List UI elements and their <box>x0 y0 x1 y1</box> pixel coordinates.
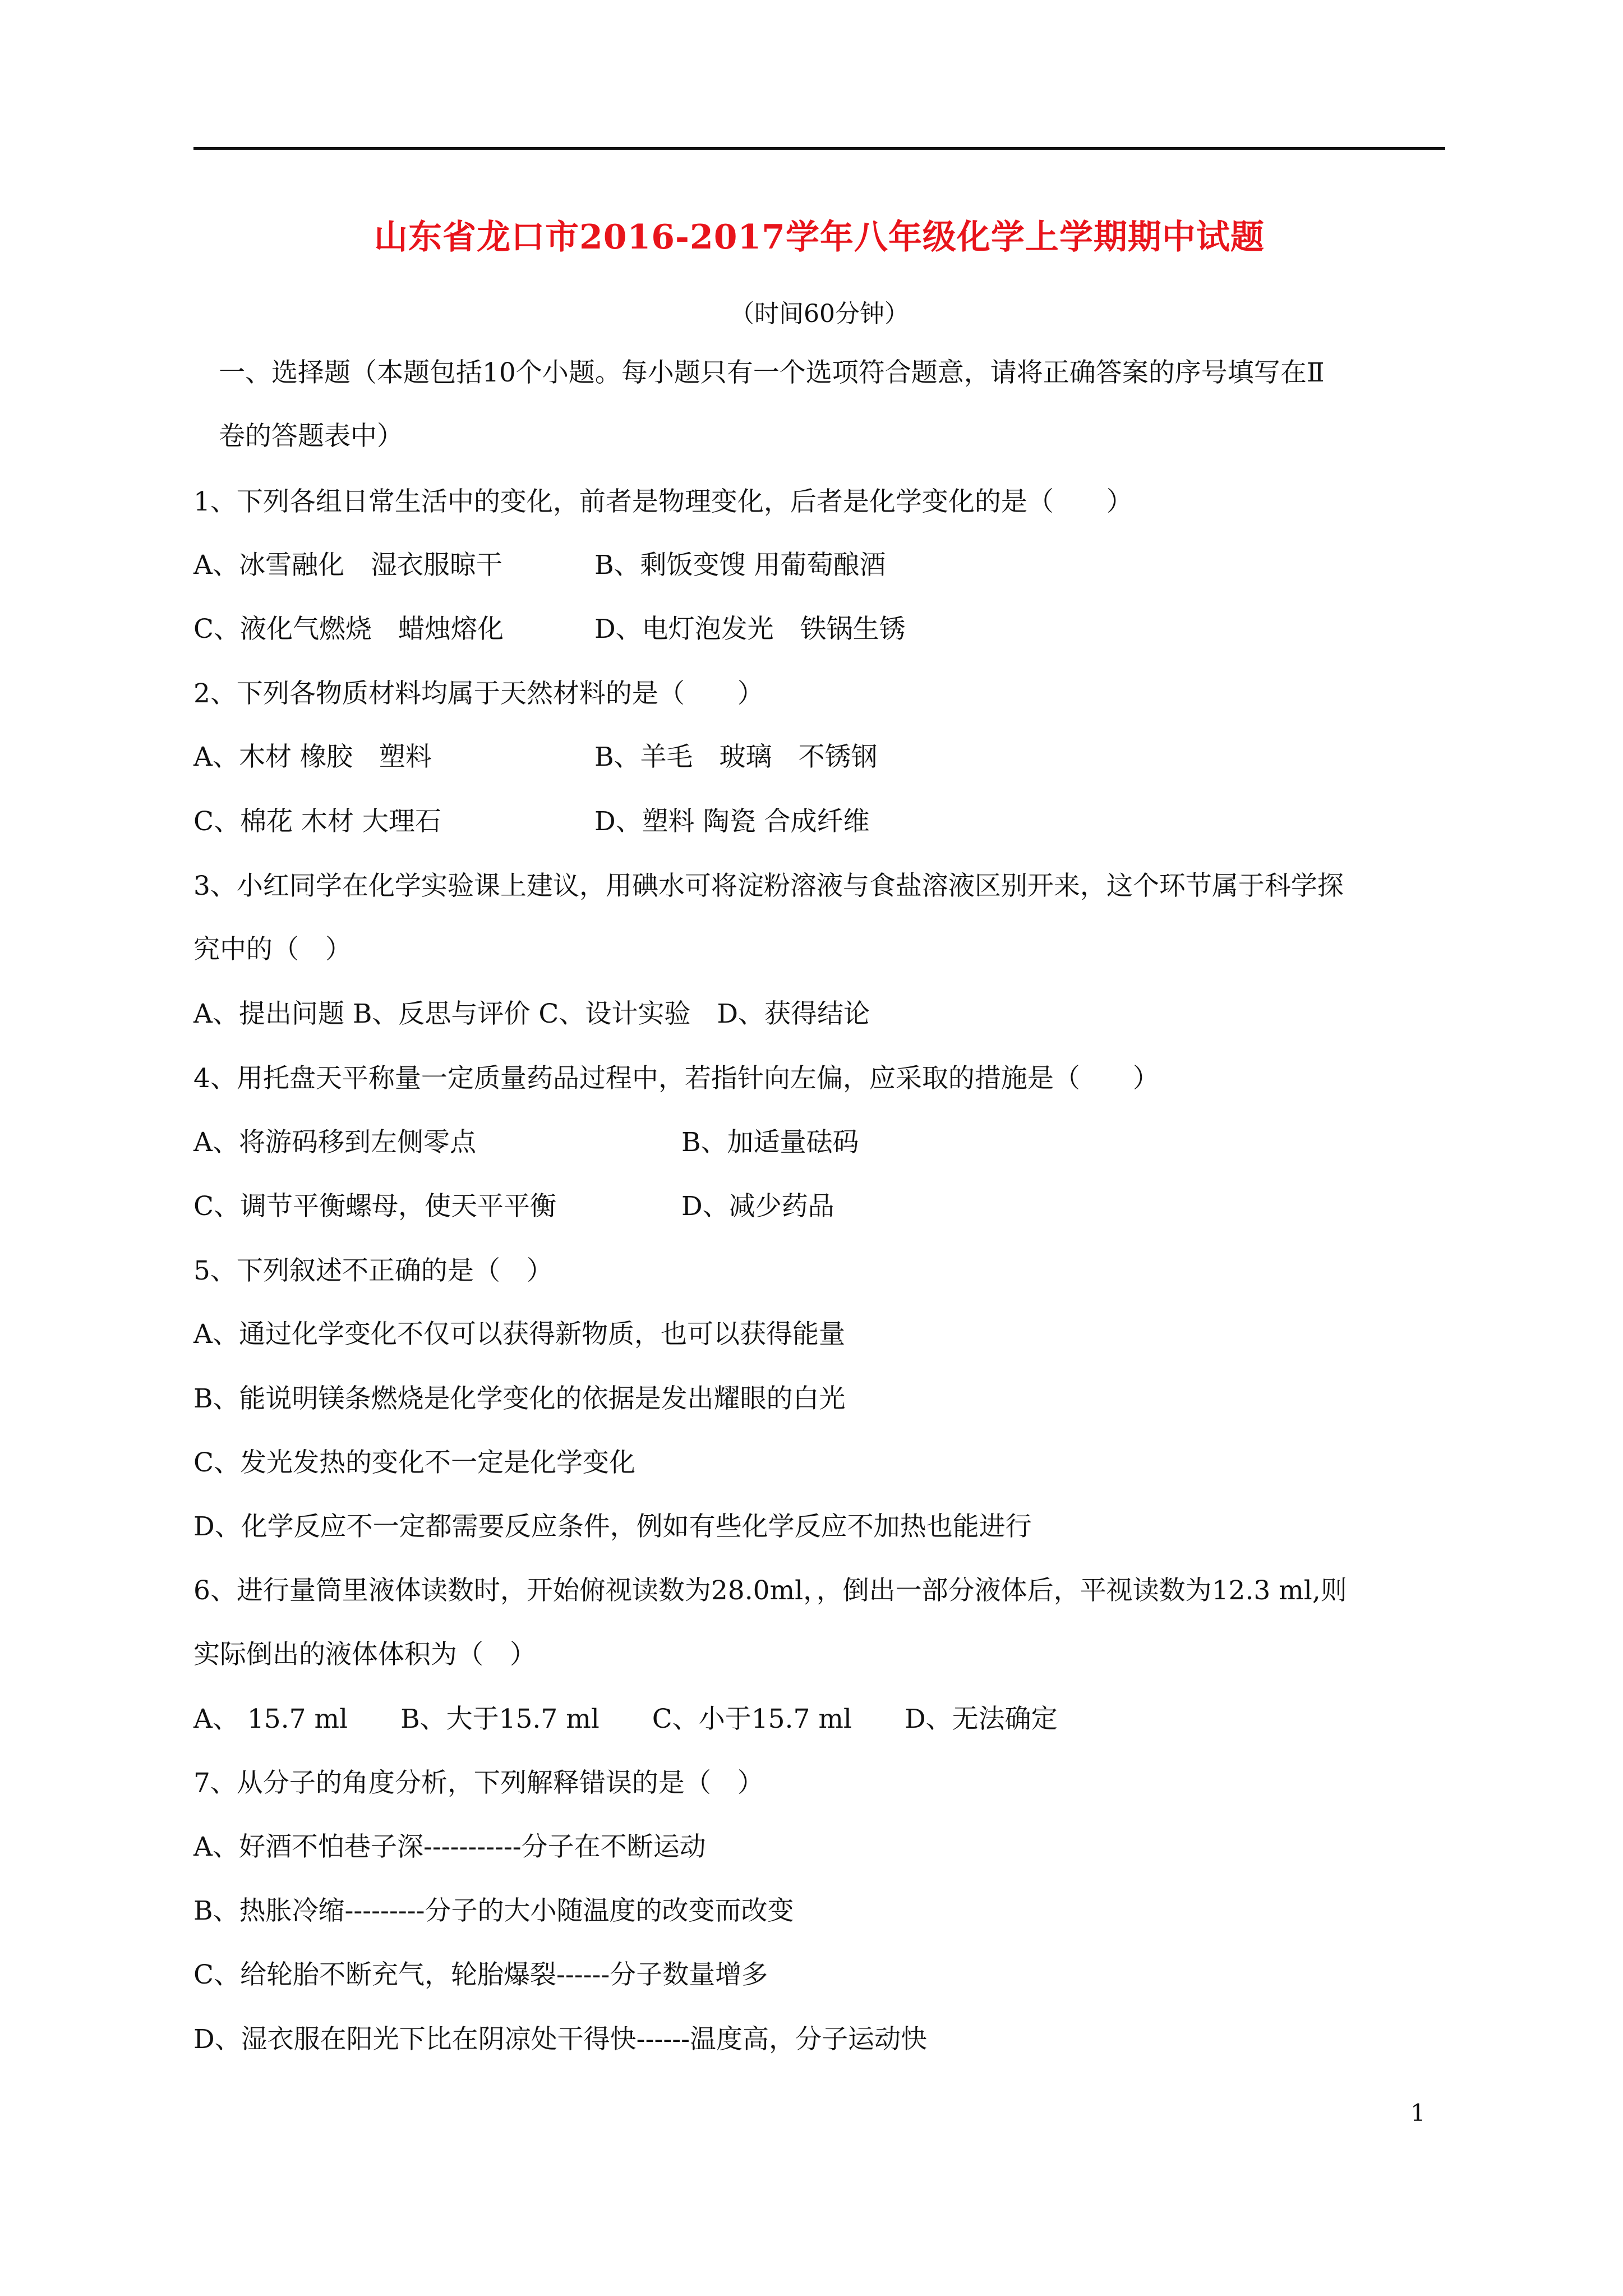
question-4-option-d: D、减少药品 <box>681 1191 834 1222</box>
question-3-stem-line1: 3、小红同学在化学实验课上建议，用碘水可将淀粉溶液与食盐溶液区别开来，这个环节属于科学探 <box>193 871 1344 901</box>
question-5-stem: 5、下列叙述不正确的是（ ） <box>193 1255 553 1286</box>
section-heading-line2: 卷的答题表中） <box>219 421 403 452</box>
question-2-option-c: C、棉花 木材 大理石 <box>193 806 441 837</box>
question-7-option-a: A、好酒不怕巷子深-----------分子在不断运动 <box>193 1832 706 1862</box>
question-3-options: A、提出问题 B、反思与评价 C、设计实验 D、获得结论 <box>193 999 870 1029</box>
question-4-option-b: B、加适量砝码 <box>681 1127 859 1158</box>
question-5-option-a: A、通过化学变化不仅可以获得新物质，也可以获得能量 <box>193 1319 845 1350</box>
exam-title: 山东省龙口市2016-2017学年八年级化学上学期期中试题 <box>374 218 1265 257</box>
question-5-option-d: D、化学反应不一定都需要反应条件，例如有些化学反应不加热也能进行 <box>193 1511 1032 1542</box>
question-1-option-b: B、剩饭变馊 用葡萄酿酒 <box>594 550 886 581</box>
question-2-option-d: D、塑料 陶瓷 合成纤维 <box>594 806 870 837</box>
question-5-option-c: C、发光发热的变化不一定是化学变化 <box>193 1447 635 1478</box>
question-1-option-c: C、液化气燃烧 蜡烛熔化 <box>193 614 504 645</box>
question-6-stem-line2: 实际倒出的液体体积为（ ） <box>193 1639 536 1670</box>
question-1-option-a: A、冰雪融化 湿衣服晾干 <box>193 550 502 581</box>
question-7-option-d: D、湿衣服在阳光下比在阴凉处干得快------温度高，分子运动快 <box>193 2024 927 2055</box>
question-1-option-d: D、电灯泡发光 铁锅生锈 <box>594 614 906 645</box>
question-6-options: A、 15.7 ml B、大于15.7 ml C、小于15.7 ml D、无法确定 <box>193 1704 1058 1734</box>
question-6-stem-line1: 6、进行量筒里液体读数时，开始俯视读数为28.0ml，，倒出一部分液体后，平视读数为12.3 ml,则 <box>193 1575 1347 1606</box>
question-7-option-b: B、热胀冷缩---------分子的大小随温度的改变而改变 <box>193 1895 794 1926</box>
question-4-stem: 4、用托盘天平称量一定质量药品过程中，若指针向左偏，应采取的措施是（ ） <box>193 1063 1159 1094</box>
question-4-option-c: C、调节平衡螺母，使天平平衡 <box>193 1191 556 1222</box>
question-4-option-a: A、将游码移到左侧零点 <box>193 1127 476 1158</box>
page-number: 1 <box>1410 2099 1426 2127</box>
question-1-stem: 1、下列各组日常生活中的变化，前者是物理变化，后者是化学变化的是（ ） <box>193 486 1133 517</box>
section-heading-line1: 一、选择题（本题包括10个小题。每小题只有一个选项符合题意，请将正确答案的序号填写在Ⅱ <box>219 357 1325 388</box>
exam-duration: （时间60分钟） <box>730 300 909 328</box>
question-3-stem-line2: 究中的（ ） <box>193 934 352 965</box>
question-2-option-a: A、木材 橡胶 塑料 <box>193 742 432 772</box>
question-7-stem: 7、从分子的角度分析，下列解释错误的是（ ） <box>193 1768 764 1798</box>
question-5-option-b: B、能说明镁条燃烧是化学变化的依据是发出耀眼的白光 <box>193 1383 846 1414</box>
header-rule <box>193 147 1445 150</box>
question-7-option-c: C、给轮胎不断充气，轮胎爆裂------分子数量增多 <box>193 1959 768 1990</box>
question-2-stem: 2、下列各物质材料均属于天然材料的是（ ） <box>193 678 764 709</box>
question-2-option-b: B、羊毛 玻璃 不锈钢 <box>594 742 878 772</box>
